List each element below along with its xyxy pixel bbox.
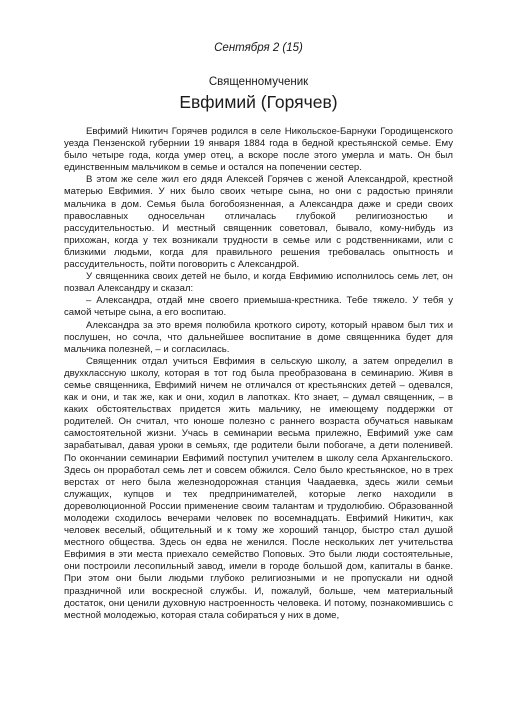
paragraph: У священника своих детей не было, и когда Евфимию исполнилось семь лет, он позвал Александру и сказал: [64,271,453,295]
paragraph: – Александра, отдай мне своего приемыша-крестника. Тебе тяжело. У тебя у самой четыре сына, а его воспитаю. [64,295,453,319]
page-date: Сентября 2 (15) [214,42,303,54]
document-body [64,126,453,622]
paragraph: В этом же селе жил его дядя Алексей Горячев с женой Александрой, крестной матерью Евфимия. У них было своих четыре сына, но они с радостью приняли мальчика в дом. Семья была богобоязненная, а Александра даже и среди своих православных односельчан отличалась глубокой религиозностью и рассудительностью. И местный священник советовал, бывало, кому-нибудь из прихожан, когда у тех возникали трудности в семье или с родственниками, или с близкими людьми, когда для правильного решения требовалась опытность и рассудительность, пойти поговорить с Александрой. [64,174,453,271]
paragraph: Евфимий Никитич Горячев родился в селе Никольское-Барнуки Городищенского уезда Пензенской губернии 19 января 1884 года в бедной крестьянской семье. Ему было четыре года, когда умер отец, а вскоре после этого умерла и мать. Он был единственным мальчиком в семье и остался на попечении сестер. [64,126,453,174]
paragraph: Священник отдал учиться Евфимия в сельскую школу, а затем определил в двухклассную школу, которая в тот год была преобразована в семинарию. Живя в семье священника, Евфимий ничем не отличался от крестьянских детей – одевался, как и они, и так же, как и они, ходил в лапотках. Кто знает, – думал священник, – в каких обстоятельствах придется жить мальчику, не имеющему поддержки от родителей. Он считал, что юноше полезно с раннего возраста обучаться навыкам самостоятельной жизни. Учась в семинарии весьма прилежно, Евфимий уже сам зарабатывал, давая уроки в семьях, где родители были побогаче, а дети поленивей. По окончании семинарии Евфимий поступил учителем в школу села Архангельского. Здесь он проработал семь лет и совсем обжился. Село было крестьянское, но в трех верстах от него была железнодорожная станция Чаадаевка, здесь жили семьи служащих, купцов и тех предпринимателей, которые легко находили в дореволюционной России применение своим талантам и трудолюбию. Образованной молодежи сходилось вечерами человек по восемнадцать. Евфимий Никитич, как человек веселый, общительный и к тому же хороший танцор, быстро стал душой местного общества. Здесь он едва не женился. После нескольких лет учительства Евфимия в эти места приехало семейство Поповых. Это были люди состоятельные, они построили лесопильный завод, имели в городе большой дом, капиталы в банке. При этом они были людьми глубоко религиозными и не пропускали ни одной праздничной или воскресной службы. И, пожалуй, больше, чем материальный достаток, они ценили духовную настроенность человека. И потому, познакомившись с местной молодежью, которая стала собираться у них в доме, [64,355,453,621]
paragraph: Александра за это время полюбила кроткого сироту, который нравом был тих и послушен, но сочла, что дальнейшее воспитание в доме священника будет для мальчика полезней, – и согласилась. [64,319,453,355]
saint-rank: Священномученик [208,76,309,88]
page-title: Евфимий (Горячев) [179,92,338,112]
